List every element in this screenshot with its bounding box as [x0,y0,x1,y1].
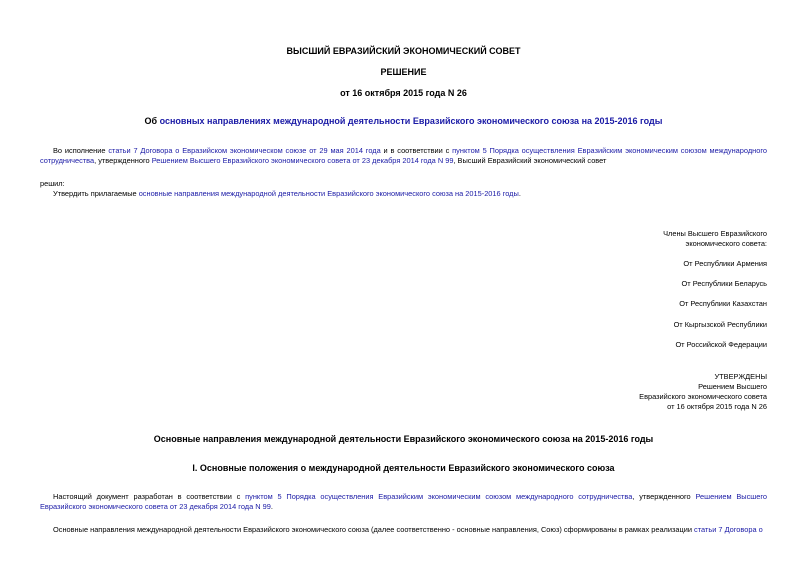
preamble-paragraph [40,146,767,166]
para1-text-3: . [270,502,273,511]
signature-kazakhstan: От Республики Казахстан [679,299,767,308]
preamble-text-1: Во исполнение [53,146,109,155]
treaty-article-7-link[interactable]: статьи 7 Договора о Евразийском экономическом союзе от 29 мая 2014 года [108,146,381,155]
para1-text-1: Настоящий документ разработан в соответствии с [53,492,246,501]
annex-title: Основные направления международной деятельности Евразийского экономического союза на 2015-2016 годы [153,434,654,444]
approved-line-4: от 16 октября 2015 года N 26 [667,402,767,411]
para2-treaty-link[interactable]: статьи 7 Договора о [694,525,763,534]
signature-russia: От Российской Федерации [675,340,767,349]
preamble-text-3: , утвержденного [94,156,152,165]
approved-stamp [639,372,767,412]
document-title [40,116,767,126]
decision-99-link[interactable]: Решением Высшего Евразийского экономического совета от 23 декабря 2014 года N 99 [151,156,454,165]
approved-line-1: УТВЕРЖДЕНЫ [714,372,767,381]
members-heading-line-2: экономического совета: [685,239,767,248]
preamble-text-4: , Высший Евразийский экономический совет [453,156,607,165]
decided-label: решил: [40,179,65,188]
approved-line-3: Евразийского экономического совета [639,392,767,401]
approve-text-2: . [518,189,521,198]
main-directions-link[interactable]: основные направления международной деятельности Евразийского экономического союза на 2015-2016 годы [138,189,519,198]
council-heading: ВЫСШИЙ ЕВРАЗИЙСКИЙ ЭКОНОМИЧЕСКИЙ СОВЕТ [286,46,521,56]
para1-procedure-link[interactable]: пунктом 5 Порядка осуществления Евразийским экономическим союзом международного сотрудничества [245,492,633,501]
para1-decision-99-link[interactable]: Решением Высшего Евразийского экономического совета от 23 декабря 2014 года N 99 [40,492,767,511]
signature-belarus: От Республики Беларусь [681,279,767,288]
paragraph-1 [40,492,767,512]
para2-text-1: Основные направления международной деятельности Евразийского экономического союза (далее соответственно - основные направления, Союз) сформированы в рамках реализации [53,525,695,534]
approved-line-2: Решением Высшего [698,382,767,391]
members-heading-line-1: Члены Высшего Евразийского [663,229,767,238]
decision-date: от 16 октября 2015 года N 26 [340,88,467,98]
cooperation-procedure-link[interactable]: пунктом 5 Порядка осуществления Евразийским экономическим союзом международного сотрудничества [40,146,767,165]
approve-text-1: Утвердить прилагаемые [53,189,139,198]
paragraph-2 [40,525,767,535]
signature-kyrgyzstan: От Кыргызской Республики [673,320,767,329]
title-link[interactable]: основных направлениях международной деятельности Евразийского экономического союза на 2015-2016 годы [159,116,663,126]
approve-paragraph [53,189,767,199]
preamble-text-2: и в соответствии с [380,146,453,155]
section-title: I. Основные положения о международной деятельности Евразийского экономического союза [192,463,615,473]
title-prefix: Об [144,116,160,126]
signature-armenia: От Республики Армения [683,259,767,268]
members-heading [663,229,767,249]
decision-heading: РЕШЕНИЕ [380,67,427,77]
para1-text-2: , утвержденного [632,492,696,501]
